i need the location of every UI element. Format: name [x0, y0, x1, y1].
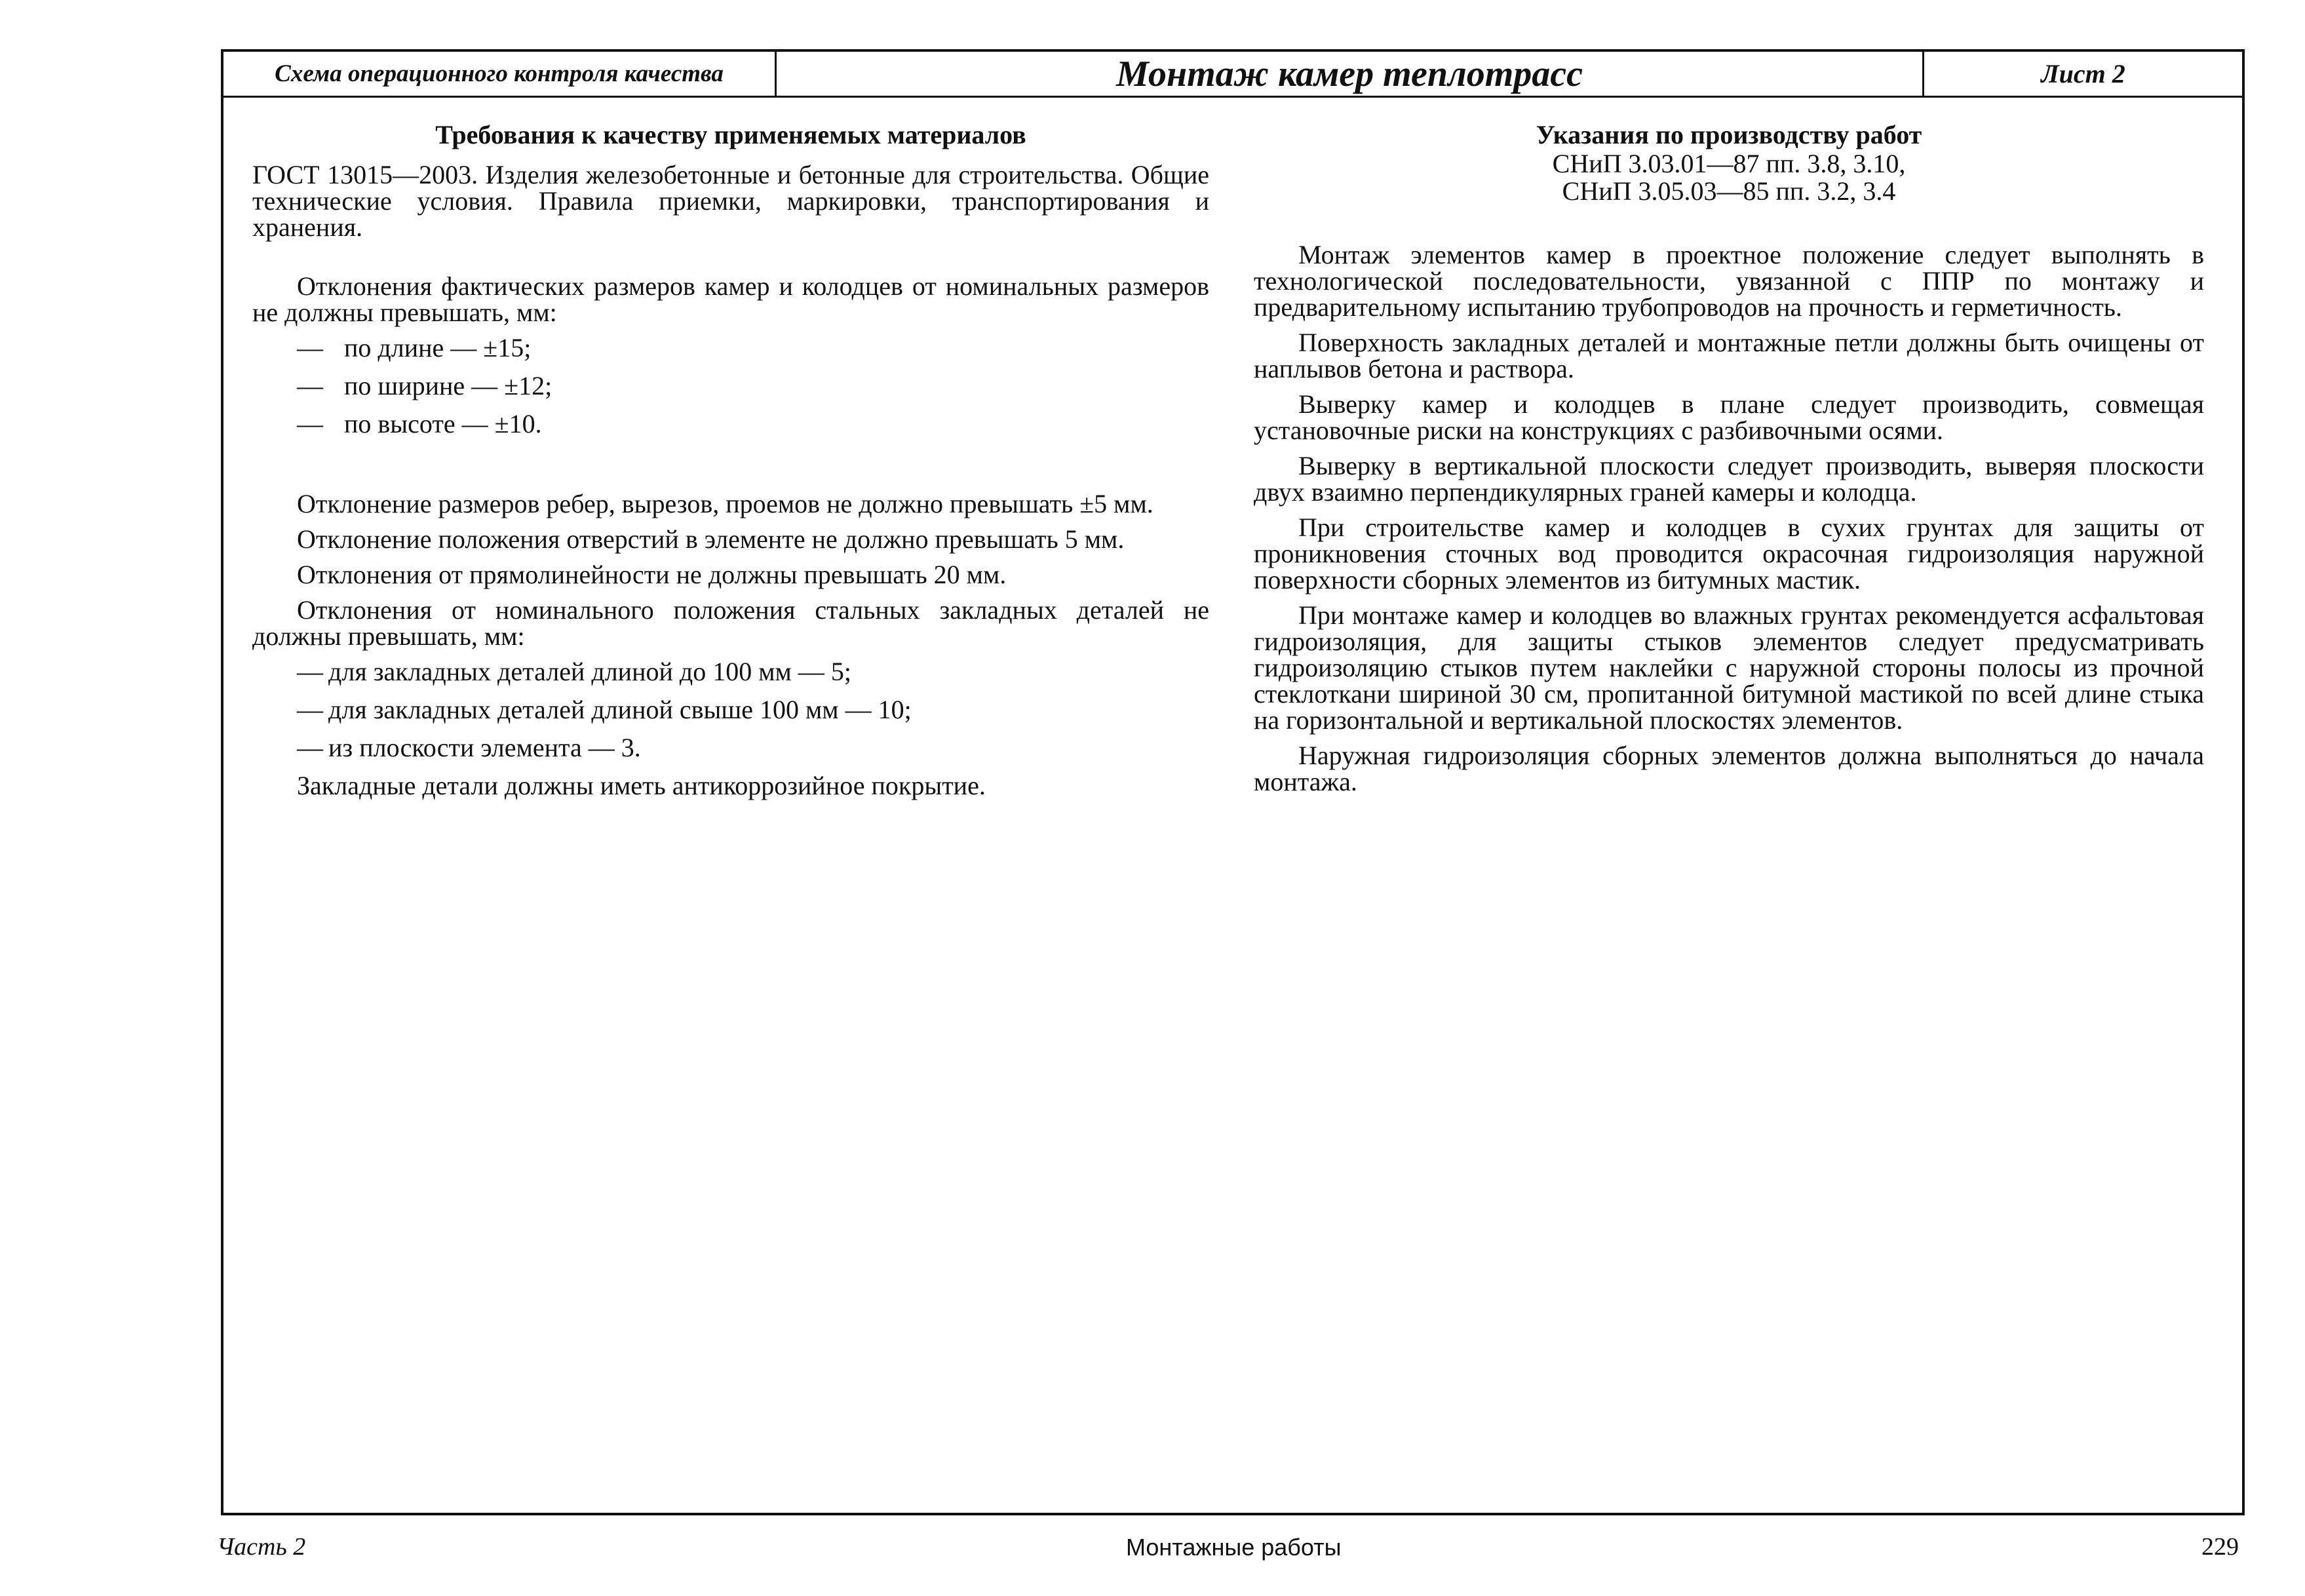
snip-reference-2: СНиП 3.05.03—85 пп. 3.2, 3.4 [1562, 176, 1896, 206]
embedded-intro: Отклонения от номинального положения стальных закладных деталей не должны превышать, мм: [252, 595, 1209, 651]
list-item: — для закладных деталей длиной до 100 мм — 5; [297, 657, 851, 686]
straightness-paragraph: Отклонения от прямолинейности не должны превышать 20 мм. [297, 560, 1007, 589]
page-number: 229 [2201, 1533, 2239, 1561]
works-paragraph: Монтаж элементов камер в проектное положение следует выполнять в технологической последовательности, увязанной с ППР по монтажу и предварительному испытанию трубопроводов на прочность и герметичность. [1254, 240, 2204, 322]
left-column [252, 120, 1209, 808]
gost-paragraph: ГОСТ 13015—2003. Изделия железобетонные и бетонные для строительства. Общие технические условия. Правила приемки, маркировки, транспортирования и хранения. [252, 160, 1209, 242]
holes-paragraph: Отклонение положения отверстий в элементе не должно превышать 5 мм. [297, 524, 1125, 554]
materials-heading: Требования к качеству применяемых материалов [435, 120, 1026, 149]
list-item: — по высоте — ±10. [297, 409, 542, 438]
header-sheet-number: Лист 2 [1922, 52, 2242, 98]
works-paragraph: Наружная гидроизоляция сборных элементов должна выполняться до начала монтажа. [1254, 741, 2204, 796]
list-item: — для закладных деталей длиной свыше 100 мм — 10; [297, 695, 912, 724]
works-paragraph: Выверку камер и колодцев в плане следует производить, совмещая установочные риски на конструкциях с разбивочными осями. [1254, 389, 2204, 445]
works-heading: Указания по производству работ [1536, 120, 1922, 149]
footer-part: Часть 2 [217, 1533, 306, 1561]
list-item: — по ширине — ±12; [297, 371, 552, 400]
ribs-paragraph: Отклонение размеров ребер, вырезов, проемов не должно превышать ±5 мм. [297, 489, 1153, 518]
right-column [1254, 120, 2204, 804]
snip-reference-1: СНиП 3.03.01—87 пп. 3.8, 3.10, [1552, 149, 1906, 178]
works-paragraph: При строительстве камер и колодцев в сухих грунтах для защиты от проникновения сточных вод проводится окрасочная гидроизоляция наружной поверхности сборных элементов из битумных мастик. [1254, 513, 2204, 594]
works-paragraph: Поверхность закладных деталей и монтажные петли должны быть очищены от наплывов бетона и раствора. [1254, 328, 2204, 383]
list-item: — по длине — ±15; [297, 333, 532, 362]
deviations-intro: Отклонения фактических размеров камер и колодцев от номинальных размеров не должны превышать, мм: [252, 271, 1209, 327]
header-document-title: Монтаж камер теплотрасс [777, 52, 1922, 98]
header-scheme-title: Схема операционного контроля качества [223, 52, 777, 98]
coating-paragraph: Закладные детали должны иметь антикоррозийное покрытие. [297, 771, 986, 800]
footer-section: Монтажные работы [1126, 1534, 1342, 1561]
works-paragraph: Выверку в вертикальной плоскости следует производить, выверяя плоскости двух взаимно перпендикулярных граней камеры и колодца. [1254, 451, 2204, 507]
works-paragraph: При монтаже камер и колодцев во влажных грунтах рекомендуется асфальтовая гидроизоляция, для защиты стыков элементов следует предусматривать гидроизоляцию стыков путем наклейки с наружной стороны полосы из прочной стеклоткани шириной 30 см, пропитанной битумной мастикой по всей длине стыка на горизонтальной и вертикальной плоскостях элементов. [1254, 600, 2204, 735]
list-item: — из плоскости элемента — 3. [297, 733, 641, 762]
